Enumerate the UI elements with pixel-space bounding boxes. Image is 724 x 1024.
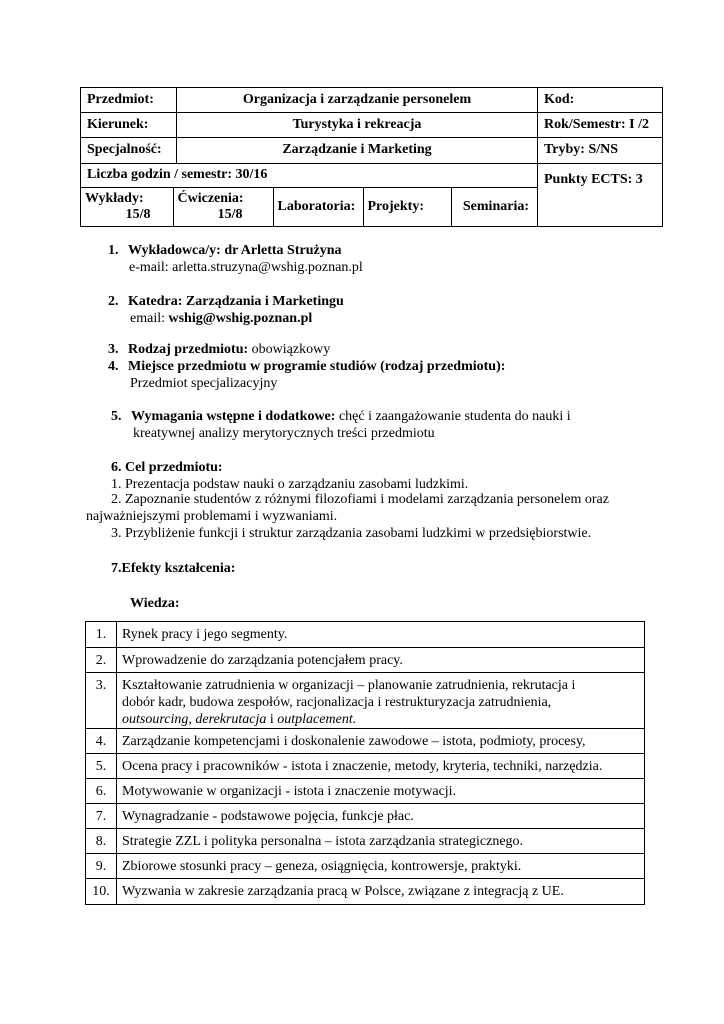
department-email-value: wshig@wshig.poznan.pl [168, 311, 313, 326]
goal-2-line1: 2. Zapoznanie studentów z różnymi filozofiami i modelami zarządzania personelem oraz [111, 492, 609, 507]
section-5-number: 5. [111, 409, 122, 424]
row-number: 4. [86, 729, 117, 754]
requirements-value-line2: kreatywnej analizy merytorycznych treści przedmiotu [133, 426, 435, 441]
section-department [108, 293, 344, 310]
goal-3: 3. Przybliżenie funkcji i struktur zarządzania zasobami ludzkimi w przedsiębiorstwie. [111, 526, 592, 541]
kod-label: Kod: [538, 88, 663, 113]
row-text-line2: dobór kadr, budowa zespołów, racjonalizacja i restrukturyzacja zatrudnienia, [122, 695, 552, 710]
row-number: 6. [86, 779, 117, 804]
row-number: 5. [86, 754, 117, 779]
row-text-mid: i [266, 712, 278, 727]
section-requirements [111, 408, 571, 425]
table-row [86, 622, 645, 648]
cwiczenia-value: 15/8 [217, 206, 243, 222]
row-text-italic2: outplacement. [277, 712, 357, 727]
section-goals-title: 6. Cel przedmiotu: [111, 460, 223, 475]
specjalnosc-label: Specjalność: [81, 138, 177, 163]
section-3-number: 3. [108, 342, 119, 357]
przedmiot-label: Przedmiot: [81, 88, 177, 113]
wyklady-value: 15/8 [125, 206, 151, 222]
wyklady-label: Wykłady: [85, 190, 144, 206]
section-course-place [108, 358, 505, 375]
table-row [86, 829, 645, 854]
kierunek-value: Turystyka i rekreacja [177, 113, 538, 138]
section-4-number: 4. [108, 359, 119, 374]
row-text: Motywowanie w organizacji - istota i znaczenie motywacji. [117, 779, 645, 804]
wiedza-title: Wiedza: [130, 596, 180, 611]
row-text-line3 [122, 711, 639, 728]
cwiczenia-cell [173, 188, 273, 226]
course-place-label: Miejsce przedmiotu w programie studiów (rodzaj przedmiotu): [128, 359, 506, 374]
table-row [86, 804, 645, 829]
wiedza-table [85, 621, 645, 905]
row-text-multiline [117, 673, 645, 729]
rok-semestr: Rok/Semestr: I /2 [538, 113, 663, 138]
kierunek-label: Kierunek: [81, 113, 177, 138]
row-text: Ocena pracy i pracowników - istota i znaczenie, metody, kryteria, techniki, narzędzia. [117, 754, 645, 779]
requirements-label: Wymagania wstępne i dodatkowe: [131, 409, 336, 424]
section-outcomes-title: 7.Efekty kształcenia: [111, 561, 236, 576]
goal-2-line2: najważniejszymi problemami i wyzwaniami. [86, 509, 338, 524]
requirements-value-line1: chęć i zaangażowanie studenta do nauki i [335, 409, 571, 424]
course-type-value: obowiązkowy [248, 342, 331, 357]
row-text: Wynagradzanie - podstawowe pojęcia, funkcje płac. [117, 804, 645, 829]
przedmiot-value: Organizacja i zarządzanie personelem [177, 88, 538, 113]
row-number: 3. [86, 673, 117, 729]
row-text-line1: Kształtowanie zatrudnienia w organizacji – planowanie zatrudnienia, rekrutacja i [122, 678, 576, 693]
department-title: Katedra: Zarządzania i Marketingu [128, 294, 344, 309]
cwiczenia-label: Ćwiczenia: [177, 190, 244, 206]
table-row [86, 729, 645, 754]
table-row [86, 854, 645, 879]
section-lecturer [108, 242, 342, 259]
row-text: Zarządzanie kompetencjami i doskonalenie zawodowe – istota, podmioty, procesy, [117, 729, 645, 754]
row-number: 7. [86, 804, 117, 829]
table-row [86, 754, 645, 779]
section-course-type [108, 341, 330, 358]
row-text: Rynek pracy i jego segmenty. [117, 622, 645, 648]
row-text: Wprowadzenie do zarządzania potencjałem pracy. [117, 648, 645, 673]
department-email [130, 310, 312, 327]
tryby: Tryby: S/NS [538, 138, 663, 163]
specjalnosc-value: Zarządzanie i Marketing [177, 138, 538, 163]
projekty-label: Projekty: [363, 188, 451, 226]
row-text: Zbiorowe stosunki pracy – geneza, osiągnięcia, kontrowersje, praktyki. [117, 854, 645, 879]
row-number: 9. [86, 854, 117, 879]
table-row [86, 673, 645, 729]
row-text: Wyzwania w zakresie zarządzania pracą w Polsce, związane z integracją z UE. [117, 879, 645, 905]
row-text: Strategie ZZL i polityka personalna – istota zarządzania strategicznego. [117, 829, 645, 854]
liczba-godzin: Liczba godzin / semestr: 30/16 [81, 163, 538, 187]
course-header-table [80, 87, 663, 227]
wyklady-cell [81, 188, 173, 226]
lecturer-title: Wykładowca/y: dr Arletta Strużyna [128, 243, 342, 258]
seminaria-label: Seminaria: [462, 198, 529, 214]
hours-breakdown [81, 187, 538, 226]
table-row [86, 879, 645, 905]
punkty-ects: Punkty ECTS: 3 [538, 163, 663, 226]
course-type-label: Rodzaj przedmiotu: [128, 342, 249, 357]
row-number: 10. [86, 879, 117, 905]
laboratoria-label: Laboratoria: [273, 188, 363, 226]
table-row [86, 648, 645, 673]
table-row [86, 779, 645, 804]
row-number: 1. [86, 622, 117, 648]
goal-1: 1. Prezentacja podstaw nauki o zarządzaniu zasobami ludzkimi. [111, 477, 469, 492]
department-email-label: email: [130, 311, 169, 326]
row-number: 2. [86, 648, 117, 673]
row-number: 8. [86, 829, 117, 854]
lecturer-email: e-mail: arletta.struzyna@wshig.poznan.pl [129, 260, 363, 275]
row-text-italic1: outsourcing, derekrutacja [122, 712, 267, 727]
course-place-value: Przedmiot specjalizacyjny [130, 376, 278, 391]
section-2-number: 2. [108, 294, 119, 309]
section-1-number: 1. [108, 243, 119, 258]
